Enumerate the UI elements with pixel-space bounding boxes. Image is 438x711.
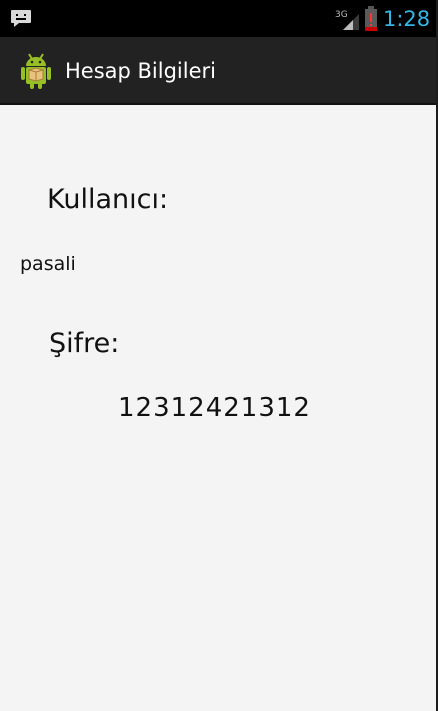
- status-clock: 1:28: [383, 7, 431, 31]
- network-type-label: 3G: [335, 10, 348, 20]
- password-value: 12312421312: [118, 393, 311, 423]
- android-app-icon[interactable]: [18, 52, 54, 90]
- chat-notification-icon: [10, 9, 32, 27]
- app-title: Hesap Bilgileri: [65, 59, 216, 83]
- status-bar: [0, 0, 438, 37]
- signal-3g-icon: [335, 8, 361, 30]
- username-label: Kullanıcı:: [47, 184, 169, 215]
- account-info-content: [0, 105, 438, 711]
- username-value: pasali: [20, 253, 76, 275]
- battery-low-icon: [364, 6, 378, 31]
- password-label: Şifre:: [49, 328, 120, 359]
- action-bar: [0, 37, 438, 105]
